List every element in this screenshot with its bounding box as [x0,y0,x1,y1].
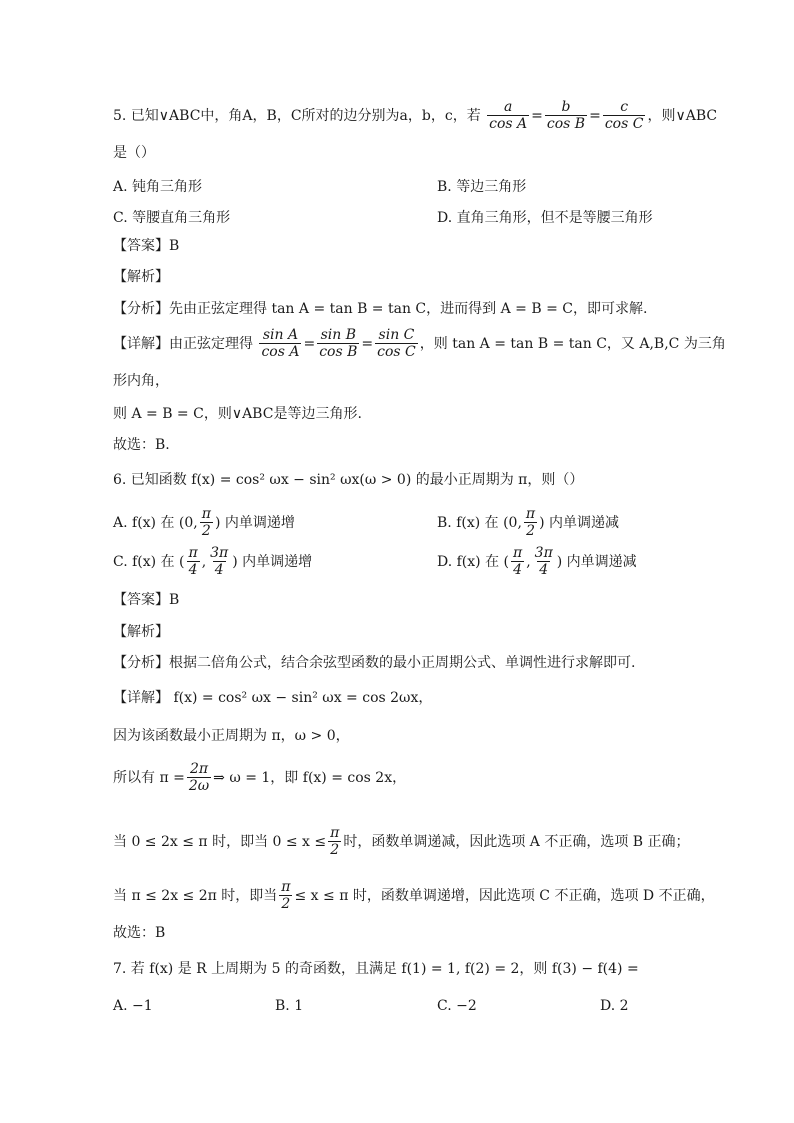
fraction-2pi-2omega: $\frac{2\pi}{2\omega}$ [188,761,210,795]
q6-case2: 当 π ≤ 2x ≤ 2π 时，即当 $\frac{\pi}{2}$ ≤ x ≤ π 时，函数单调递增，因此选项 C 不正确，选项 D 不正确， [113,879,715,913]
fraction-pi-2: $\frac{\pi}{2}$ [525,506,536,540]
q5-option-b: B. 等边三角形 [437,179,527,195]
q7-option-a: A. −1 [113,998,153,1014]
fraction-sinC-cosC: $\frac{\text{sin C}}{\text{cos C}}$ [377,327,416,361]
fraction-sinA-cosA: $\frac{\text{sin A}}{\text{cos A}}$ [261,327,300,361]
fraction-pi-4: $\frac{\pi}{4}$ [513,545,523,579]
q5-stem-line2: 是（） [113,145,155,161]
q5-xiangjie: 【详解】由正弦定理得 $\frac{\text{sin A}}{\text{cos A}}$ = $\frac{\text{sin B}}{\text{cos B}}$ = $\frac{\text{sin C}}{\text{cos C}}$ ，则 tan A = tan B = tan C，又 A,B,C 为三角 [113,327,726,361]
fraction-pi-2: $\frac{\pi}{2}$ [281,879,291,913]
q5-choose: 故选：B. [113,437,170,453]
fraction-sinB-cosB: $\frac{\text{sin B}}{\text{cos B}}$ [319,327,358,361]
q5-stem-text: 已知∨ABC中，角A，B，C所对的边分别为a，b，c，若 [130,108,481,125]
q5-number: 5. [113,108,127,125]
q6-answer: 【答案】B [113,592,180,608]
fraction-b-cosB: $\frac{b}{\text{cos B}}$ [546,99,586,133]
q5-answer: 【答案】B [113,238,180,254]
q5-stem: 5. 已知∨ABC中，角A，B，C所对的边分别为a，b，c，若 $\frac{a}{\text{cos A}}$ = $\frac{b}{\text{cos B}}$ = $\frac{c}{\text{cos C}}$ ，则∨ABC [113,99,718,133]
q7-option-d: D. 2 [600,998,629,1014]
q6-option-b: B. f(x) 在 (0, $\frac{\pi}{2}$ ) 内单调递减 [437,506,620,540]
q6-choose: 故选：B [113,925,166,941]
q6-option-a: A. f(x) 在 (0, $\frac{\pi}{2}$ ) 内单调递增 [113,506,295,540]
q6-fenxi: 【分析】根据二倍角公式，结合余弦型函数的最小正周期公式、单调性进行求解即可. [113,655,636,671]
q5-fenxi: 【分析】先由正弦定理得 tan A = tan B = tan C，进而得到 A = B = C，即可求解. [113,301,648,317]
q7-option-c: C. −2 [437,998,477,1014]
q5-option-a: A. 钝角三角形 [113,179,203,195]
fraction-a-cosA: $\frac{a}{\text{cos A}}$ [489,99,528,133]
q6-option-d: D. f(x) 在 ( $\frac{\pi}{4}$ , $\frac{3\pi}{4}$ ) 内单调递减 [437,545,637,579]
fraction-3pi-4: $\frac{3\pi}{4}$ [210,545,229,579]
q5-analysis-heading: 【解析】 [113,269,169,285]
fraction-pi-4: $\frac{\pi}{4}$ [188,545,198,579]
q6-analysis-heading: 【解析】 [113,624,169,640]
q5-option-d: D. 直角三角形，但不是等腰三角形 [437,210,653,226]
q7-option-b: B. 1 [275,998,304,1014]
fraction-3pi-4: $\frac{3\pi}{4}$ [534,545,553,579]
q7-stem: 7. 若 f(x) 是 R 上周期为 5 的奇函数，且满足 f(1) = 1, f(2) = 2，则 f(3) − f(4) = [113,961,639,977]
q6-period: 因为该函数最小正周期为 π，ω > 0， [113,728,350,744]
q5-xiangjie-line2: 形内角， [113,373,169,389]
q6-xiangjie: 【详解】 f(x) = cos² ωx − sin² ωx = cos 2ωx， [113,690,433,706]
fraction-pi-2: $\frac{\pi}{2}$ [330,825,340,859]
q6-derivation: 所以有 π = $\frac{2\pi}{2\omega}$ ⇒ ω = 1，即 f(x) = cos 2x， [113,761,407,795]
fraction-pi-2: $\frac{\pi}{2}$ [201,506,211,540]
q5-stem-tail: ，则∨ABC [647,108,718,125]
fraction-c-cosC: $\frac{c}{\text{cos C}}$ [604,99,644,133]
q6-stem: 6. 已知函数 f(x) = cos² ωx − sin² ωx(ω > 0) 的最小正周期为 π，则（） [113,472,584,488]
q5-option-c: C. 等腰直角三角形 [113,210,231,226]
q6-option-c: C. f(x) 在 ( $\frac{\pi}{4}$ , $\frac{3\pi}{4}$ ) 内单调递增 [113,545,313,579]
q5-xiangjie-line3: 则 A = B = C，则∨ABC是等边三角形. [113,406,362,422]
q6-case1: 当 0 ≤ 2x ≤ π 时，即当 0 ≤ x ≤ $\frac{\pi}{2}$ 时，函数单调递减，因此选项 A 不正确，选项 B 正确； [113,825,690,859]
